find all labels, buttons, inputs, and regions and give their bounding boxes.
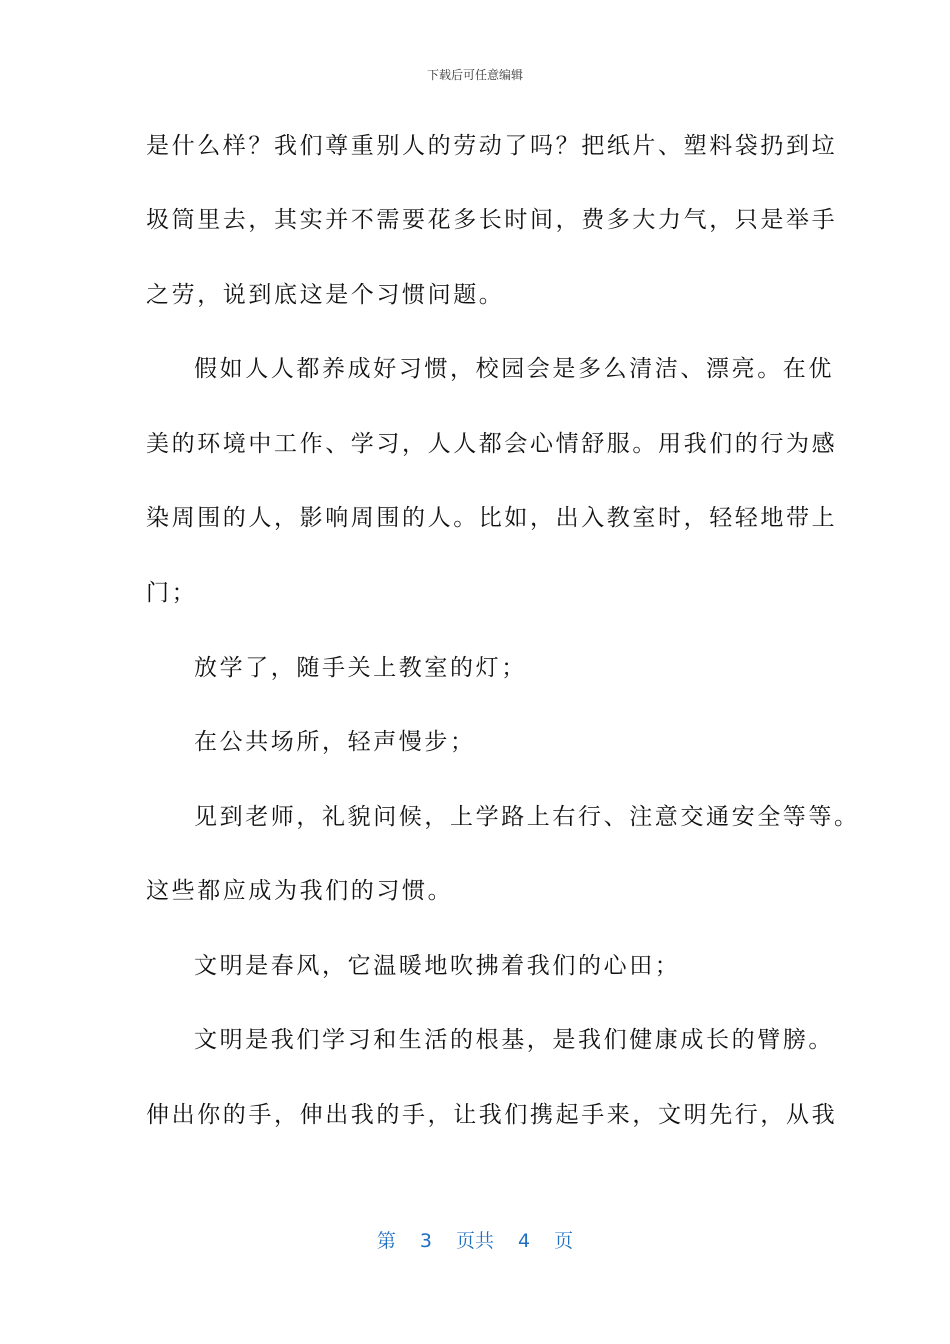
- page-header: 下载后可任意编辑: [426, 68, 523, 82]
- footer-middle: 页共: [455, 1230, 494, 1252]
- page-footer: [0, 1226, 950, 1253]
- text-line: 文明是我们学习和生活的根基，是我们健康成长的臂膀。: [194, 1027, 834, 1053]
- text-line: 假如人人都养成好习惯，校园会是多么清洁、漂亮。在优: [194, 356, 834, 382]
- text-line: 文明是春风，它温暖地吹拂着我们的心田；: [194, 953, 681, 979]
- footer-total-pages: 4: [518, 1230, 531, 1252]
- footer-current-page: 3: [419, 1230, 432, 1252]
- text-line: 门；: [146, 580, 198, 606]
- text-line: 在公共场所，轻声慢步；: [194, 729, 476, 755]
- footer-suffix: 页: [554, 1230, 574, 1252]
- text-line: 圾筒里去，其实并不需要花多长时间，费多大力气，只是举手: [146, 207, 838, 233]
- text-line: 见到老师，礼貌问候，上学路上右行、注意交通安全等等。: [194, 804, 860, 830]
- text-line: 染周围的人，影响周围的人。比如，出入教室时，轻轻地带上: [146, 505, 838, 531]
- text-line: 这些都应成为我们的习惯。: [146, 878, 454, 904]
- text-line: 放学了，随手关上教室的灯；: [194, 655, 527, 681]
- text-line: 美的环境中工作、学习，人人都会心情舒服。用我们的行为感: [146, 431, 838, 457]
- text-line: 是什么样？我们尊重别人的劳动了吗？把纸片、塑料袋扔到垃: [146, 133, 838, 159]
- text-line: 之劳，说到底这是个习惯问题。: [146, 282, 505, 308]
- text-line: 伸出你的手，伸出我的手，让我们携起手来，文明先行，从我: [146, 1102, 838, 1128]
- footer-prefix: 第: [376, 1230, 396, 1252]
